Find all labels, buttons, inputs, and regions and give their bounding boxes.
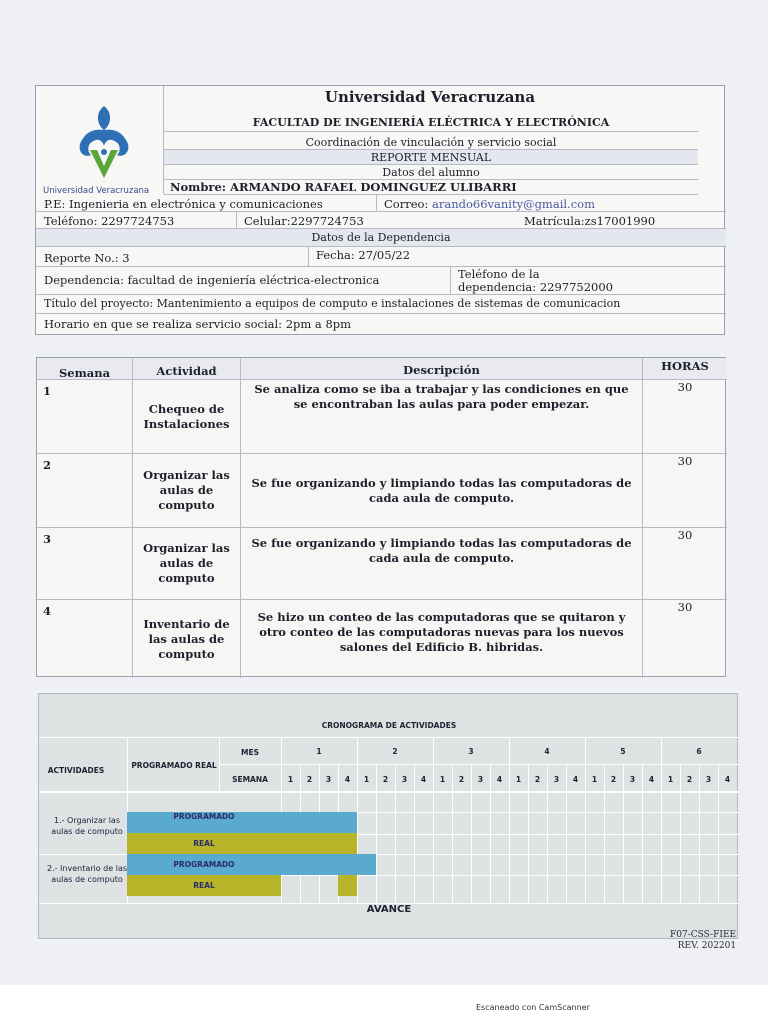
week-number: 2 (534, 775, 541, 784)
month-number: 5 (620, 747, 626, 756)
activities-table (36, 357, 726, 677)
week-number: 3 (705, 775, 712, 784)
table-row-week: 3 (37, 528, 133, 600)
scanner-footer (0, 985, 768, 1024)
week-number: 2 (382, 775, 389, 784)
week-number: 3 (401, 775, 408, 784)
student-name: Nombre: ARMANDO RAFAEL DOMINGUEZ ULIBARRI (170, 180, 517, 194)
dependency-section-title: Datos de la Dependencia (311, 231, 451, 244)
table-row-description: Se fue organizando y limpiando todas las computadoras de cada aula de computo. (241, 528, 643, 600)
table-row-activity: Inventario de las aulas de computo (133, 600, 241, 678)
month-number: 2 (392, 747, 398, 756)
week-label: SEMANA (232, 775, 268, 784)
table-row-activity: Organizar las aulas de computo (133, 454, 241, 528)
week-number: 3 (325, 775, 332, 784)
planned-column-label: PROGRAMADO REAL (131, 761, 217, 770)
mobile-text: Celular:2297724753 (244, 214, 364, 228)
real-week-bar (338, 875, 357, 896)
week-number: 3 (553, 775, 560, 784)
week-number: 4 (572, 775, 579, 784)
dependency-section-row (36, 229, 726, 247)
week-number: 1 (287, 775, 294, 784)
email-value: arando66vanity@gmail.com (431, 197, 595, 211)
programado-label-bar: PROGRAMADO (127, 854, 281, 875)
week-number: 4 (420, 775, 427, 784)
hours-header: HORAS (643, 358, 727, 380)
faculty-title: FACULTAD DE INGENIERÍA ELÉCTRICA Y ELECTRÓNICA (252, 116, 610, 129)
report-number-row (36, 247, 726, 267)
table-row-hours: 30 (643, 528, 727, 600)
coordination-row (164, 134, 698, 150)
week-number: 2 (686, 775, 693, 784)
email-label: Correo: (384, 197, 432, 211)
month-label: MES (241, 748, 259, 757)
project-title: Título del proyecto: Mantenimiento a equipos de computo e instalaciones de sistemas de comunicacion (44, 297, 621, 310)
logo-label: Universidad Veracruzana (43, 186, 150, 196)
enrollment-text: Matrícula:zs17001990 (524, 214, 656, 228)
week-number: 1 (591, 775, 598, 784)
university-title: Universidad Veracruzana (324, 88, 536, 106)
programado-label-bar: PROGRAMADO (127, 812, 281, 833)
month-number: 6 (696, 747, 702, 756)
logo-area (36, 86, 164, 194)
table-row-description: Se analiza como se iba a trabajar y las condiciones en que se encontraban las aulas para poder empezar. (241, 380, 643, 454)
report-date: Fecha: 27/05/22 (316, 248, 411, 262)
dependency-row (36, 267, 726, 295)
week-header: Semana (37, 358, 133, 380)
dependency-text: Dependencia: facultad de ingeniería eléctrica-electronica (44, 273, 380, 287)
week-number: 3 (477, 775, 484, 784)
schedule-row (36, 314, 726, 335)
real-label-bar: REAL (127, 833, 281, 854)
coordination-text: Coordinación de vinculación y servicio social (305, 136, 557, 149)
program-text: P.E: Ingenieria en electrónica y comunicaciones (44, 197, 323, 211)
report-title: REPORTE MENSUAL (370, 151, 492, 164)
table-row-activity: Organizar las aulas de computo (133, 528, 241, 600)
report-number: Reporte No.: 3 (44, 251, 130, 265)
table-row-week: 2 (37, 454, 133, 528)
week-number: 1 (439, 775, 446, 784)
table-row-hours: 30 (643, 380, 727, 454)
name-row (164, 180, 698, 195)
month-number: 4 (544, 747, 550, 756)
dependency-phone-label: Teléfono de la (458, 267, 540, 281)
real-week-bar (281, 833, 357, 854)
table-row-hours: 30 (677, 600, 693, 614)
contact-row (36, 212, 726, 229)
programado-week-bar (281, 854, 376, 875)
week-number: 1 (363, 775, 370, 784)
week-number: 2 (458, 775, 465, 784)
schedule-text: Horario en que se realiza servicio social: 2pm a 8pm (44, 317, 352, 331)
activity-header: Actividad (133, 358, 241, 380)
report-row (164, 150, 698, 165)
week-number: 1 (515, 775, 522, 784)
schedule-title: CRONOGRAMA DE ACTIVIDADES (321, 721, 457, 730)
student-section-title: Datos del alumno (382, 166, 480, 179)
activity-schedule (38, 693, 738, 939)
week-number: 1 (667, 775, 674, 784)
table-row-description: Se hizo un conteo de las computadoras que se quitaron y otro conteo de las computadoras nuevas para los nuevos salones del Edificio B. hibridas. (241, 600, 643, 678)
month-number: 3 (468, 747, 474, 756)
form-revision: REV. 202201 (677, 941, 737, 951)
table-row-week: 4 (37, 600, 133, 678)
activities-column-label: ACTIVIDADES (47, 766, 105, 775)
progress-label: AVANCE (39, 903, 739, 921)
faculty-row (164, 112, 698, 132)
schedule-activity-name: 2.- Inventario de las aulas de computo (46, 864, 128, 884)
week-number: 3 (629, 775, 636, 784)
form-code-text: F07-CSS-FIEE (670, 930, 737, 940)
university-logo-icon (64, 100, 144, 190)
phone-text: Teléfono: 2297724753 (44, 214, 175, 228)
table-row-hours: 30 (643, 454, 727, 528)
program-row (36, 195, 726, 212)
week-number: 4 (344, 775, 351, 784)
week-number: 4 (496, 775, 503, 784)
description-header: Descripción (241, 358, 643, 380)
real-label-bar: REAL (127, 875, 281, 896)
header-table (35, 85, 725, 335)
table-row-activity: Chequeo de Instalaciones (133, 380, 241, 454)
form-code (670, 930, 736, 952)
table-row-week: 1 (37, 380, 133, 454)
week-number: 4 (724, 775, 731, 784)
scanner-watermark: Escaneado con CamScanner (476, 1003, 590, 1012)
student-section-row (164, 165, 698, 180)
email-field (384, 197, 595, 211)
programado-week-bar (281, 812, 357, 833)
schedule-activity-name: 1.- Organizar las aulas de computo (51, 816, 123, 836)
table-row-description: Se fue organizando y limpiando todas las computadoras de cada aula de computo. (241, 454, 643, 528)
week-number: 4 (648, 775, 655, 784)
week-number: 2 (610, 775, 617, 784)
dependency-phone-value: dependencia: 2297752000 (458, 280, 613, 294)
month-number: 1 (316, 747, 322, 756)
week-number: 2 (306, 775, 313, 784)
project-row (36, 295, 726, 314)
